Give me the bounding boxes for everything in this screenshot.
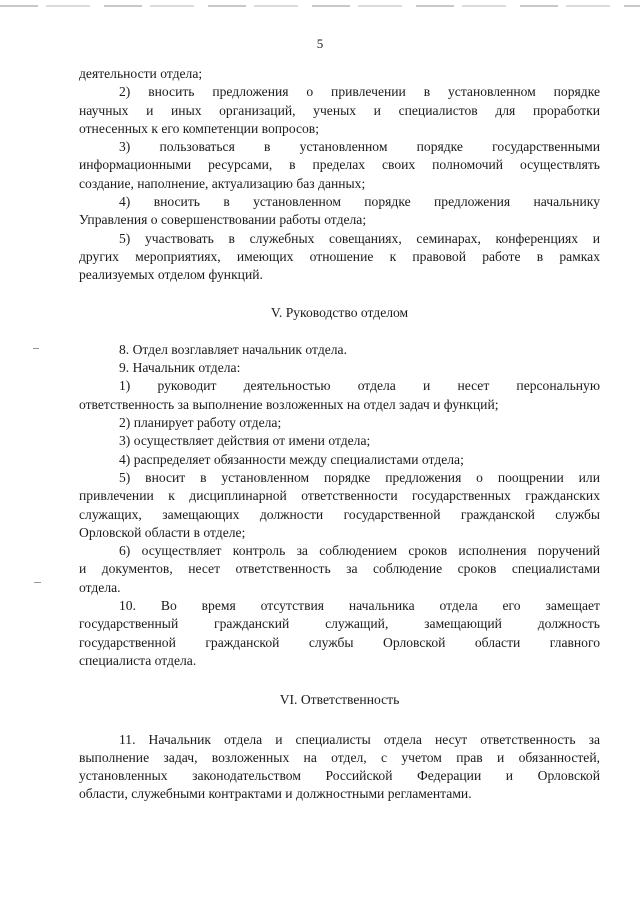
section-management [79,341,600,670]
section-rights-list [79,65,600,285]
text-line: привлечении к дисциплинарной ответственности государственных гражданских [79,488,600,504]
text-line: 3) пользоваться в установленном порядке государственными [119,139,600,155]
text-line: 4) вносить в установленном порядке предложения начальнику [119,194,600,210]
text-line: отнесенных к его компетенции вопросов; [79,120,319,136]
text-line: 10. Во время отсутствия начальника отдела его замещает [119,598,600,614]
text-line: служащих, замещающих должности государственной гражданской службы [79,506,600,522]
text-line: 2) вносить предложения о привлечении в установленном порядке [119,84,600,100]
text-line: выполнение задач, возложенных на отдел, с учетом прав и обязанностей, [79,749,600,765]
text-line: отдела. [79,579,121,595]
text-line: 3) осуществляет действия от имени отдела; [119,433,371,449]
text-line: 2) планирует работу отдела; [119,415,282,431]
document-body [79,65,600,804]
section-responsibility [79,731,600,804]
text-line: государственный гражданский служащий, замещающий должность [79,616,600,632]
text-line: деятельности отдела; [79,66,203,81]
text-line: информационными ресурсами, в пределах своих полномочий осуществлять [79,157,600,173]
text-line: 1) руководит деятельностью отдела и несет персональную [119,378,600,394]
text-line: 6) осуществляет контроль за соблюдением сроков исполнения поручений [119,543,600,559]
text-line: 11. Начальник отдела и специалисты отдела несут ответственность за [119,731,600,747]
text-line: 5) вносит в установленном порядке предложения о поощрении или [119,469,600,485]
text-line: установленных законодательством Российской Федерации и Орловской [79,768,600,784]
scan-artifact-top [0,5,640,7]
text-line: реализуемых отделом функций. [79,267,263,283]
text-line: и документов, несет ответственность за соблюдение сроков специалистами [79,561,600,577]
scan-speck [34,582,41,583]
text-line: 4) распределяет обязанности между специалистами отдела; [119,451,464,467]
section-heading-vi: VI. Ответственность [279,692,400,708]
text-line: Управления о совершенствовании работы отдела; [79,212,367,228]
text-line: 5) участвовать в служебных совещаниях, семинарах, конференциях и [119,230,600,246]
scan-speck [33,348,39,349]
text-line: других мероприятиях, имеющих отношение к правовой работе в рамках [79,248,600,264]
section-heading-v: V. Руководство отделом [270,304,409,320]
text-line: научных и иных организаций, ученых и специалистов для проработки [79,102,600,118]
text-line: 8. Отдел возглавляет начальник отдела. [119,341,347,357]
text-line: государственной гражданской службы Орловской области главного [79,634,600,650]
page-number: 5 [316,36,324,51]
text-line: области, служебными контрактами и должностными регламентами. [79,786,472,802]
text-line: Орловской области в отделе; [79,524,246,540]
text-line: создание, наполнение, актуализацию баз данных; [79,175,366,191]
text-line: ответственность за выполнение возложенных на отдел задач и функций; [79,396,499,412]
text-line: 9. Начальник отдела: [119,360,241,376]
text-line: специалиста отдела. [79,652,197,668]
